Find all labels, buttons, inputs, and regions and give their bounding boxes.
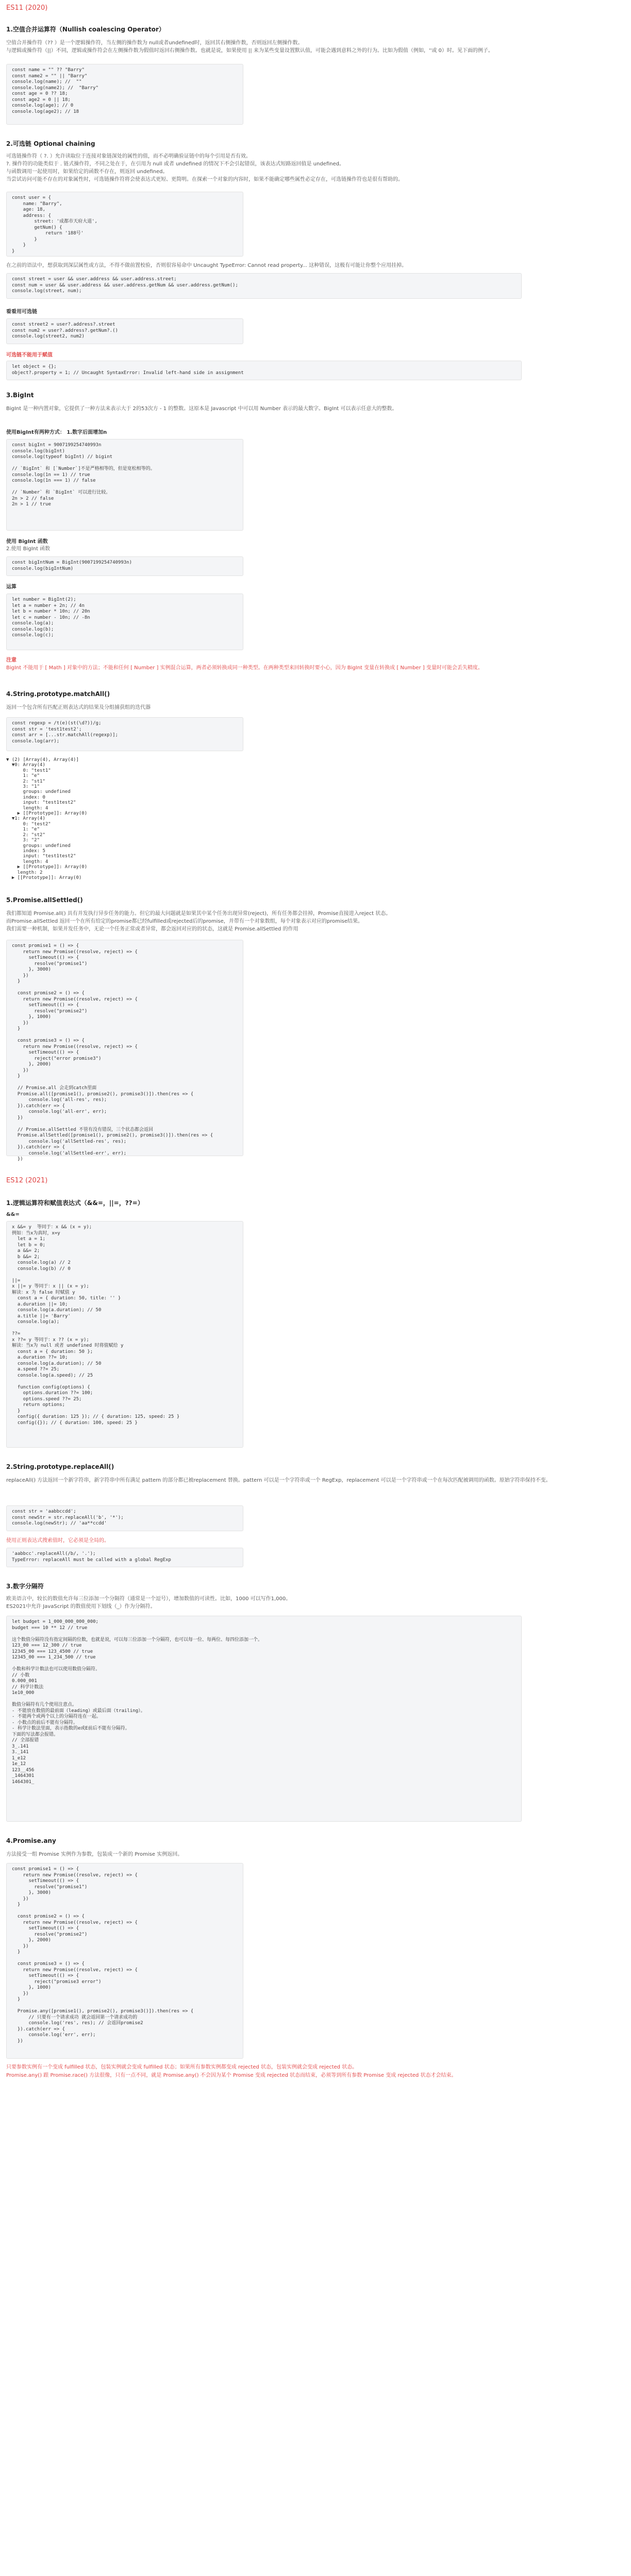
numsep-heading: 3.数字分隔符	[6, 1583, 44, 1590]
replaceall-desc: replaceAll() 方法返回一个新字符串，新字符串中所有满足 pattern 的部分都已被replacement 替换。pattern 可以是一个字符串或一个 RegExp，replacement 可以是一个字符串或一个在每次匹配被调用的函数。原始字符串保持不变。	[6, 1478, 551, 1483]
numsep-desc2: ES2021中允许 JavaScript 的数值使用下划线（_）作为分隔符。	[6, 1604, 156, 1609]
numsep-desc1: 欧美语言中，较长的数值允许每三位添加一个分隔符（通常是一个逗号），增加数值的可读性。比如，1000 可以写作1,000。	[6, 1596, 291, 1602]
es2021-title: ES12 (2021)	[6, 1177, 48, 1184]
optional-sub2: 可选链不能用于赋值	[6, 352, 53, 358]
optional-desc3: 与函数调用一起使用时，如果给定的函数不存在，则返回 undefined。	[6, 169, 168, 175]
allsettled-desc2: 而Promise.allSettled 返回一个在所有给定的promise都已经fulfilled或rejected后的promise，并带有一个对象数组，每个对象表示对应的promise结果。	[6, 919, 363, 924]
logical-heading: 1.逻辑运算符和赋值表达式（&&=，||=，??=）	[6, 1199, 144, 1207]
nullish-desc1: 空值合并操作符（?? ）是一个逻辑操作符，当左侧的操作数为 null或者undefined时，返回其右侧操作数，否则返回左侧操作数。	[6, 40, 303, 46]
bigint-code1: const bigInt = 9007199254740993n console.log(bigInt) console.log(typeof bigInt) // bigint // `BigInt` 和 [`Number`]不是严格相等的，但是宽松相等的。 console.log(1n == 1) // true console.log(1n === 1) // false // `Number` 和 `BigInt` 可以进行比较。 2n > 2 // false 2n > 1 // true	[6, 439, 243, 531]
es2020-title: ES11 (2020)	[6, 4, 48, 12]
bigint-code3: let number = BigInt(2); let a = number + 2n; // 4n let b = number * 10n; // 20n let c = number - 10n; // -8n console.log(a); console.log(b); console.log(c);	[6, 594, 243, 650]
optional-code2: const street = user && user.address && user.address.street; const num = user && user.address && user.address.getNum && user.address.getNum(); console.log(street, num);	[6, 273, 522, 299]
logical-sub: &&=	[6, 1212, 20, 1217]
matchall-desc: 返回一个包含所有匹配正则表达式的结果及分组捕获组的迭代器	[6, 705, 151, 710]
bigint-code2: const bigIntNum = BigInt(9007199254740993n) console.log(bigIntNum)	[6, 556, 243, 576]
replaceall-code2: 'aabbcc'.replaceAll(/b/, '.'); TypeError: replaceAll must be called with a global RegExp	[6, 1548, 243, 1567]
optional-heading: 2.可选链 Optional chaining	[6, 140, 95, 147]
allsettled-code: const promise1 = () => { return new Promise((resolve, reject) => { setTimeout(() => { resolve("promise1") }, 3000) }) } const promise2 = () => { return new Promise((resolve, reject) => { setTimeout(() => { resolve("promise2") }, 1000) }) } const promise3 = () => { return new Promise((resolve, reject) => { setTimeout(() => { reject("error promise3") }, 2000) }) } // Promise.all 会走到catch里面 Promise.all([promise1(), promise2(), promise3()]).then(res => { console.log('all-res', res); }).catch(err => { console.log('all-err', err); }) // Promise.allSettled 不管有没有错误，三个状态都会返回 Promise.allSettled([promise1(), promise2(), promise3()]).then(res => { console.log('allSettled-res', res); }).catch(err => { console.log('allSettled-err', err); })	[6, 940, 243, 1156]
any-note: 只要参数实例有一个变成 fulfilled 状态，包装实例就会变成 fulfilled 状态；如果所有参数实例都变成 rejected 状态，包装实例就会变成 rejected 状态。	[6, 2064, 358, 2070]
replaceall-note: 使用正则表达式搜索值时，它必须是全局的。	[6, 1538, 109, 1544]
bigint-sub1: 使用BigInt有两种方式： 1.数字后面增加n	[6, 430, 107, 435]
bigint-desc: BigInt 是一种内置对象，它提供了一种方法来表示大于 2的53次方 - 1 的整数。这原本是 Javascript 中可以用 Number 表示的最大数字。BigInt 可以表示任意大的整数。	[6, 406, 397, 412]
optional-sub: 看看用可选链	[6, 309, 37, 315]
optional-desc1: 可选链操作符（ ?. ）允许读取位于连接对象链深处的属性的值，而不必明确验证链中的每个引用是否有效。	[6, 154, 251, 159]
optional-code3: const street2 = user?.address?.street const num2 = user?.address?.getNum?.() console.log(street2, num2)	[6, 318, 243, 344]
optional-desc2: ?. 操作符的功能类似于 . 链式操作符，不同之处在于，在引用为 null 或者 undefined 的情况下不会引起错误，该表达式短路返回值是 undefined。	[6, 161, 344, 167]
bigint-sub2b: 2.使用 BigInt 函数	[6, 546, 51, 552]
any-heading: 4.Promise.any	[6, 1837, 56, 1844]
bigint-heading: 3.BigInt	[6, 392, 34, 399]
allsettled-desc1: 我们都知道 Promise.all() 具有并发执行异步任务的能力。但它的最大问题就是如果其中某个任务出现异常(reject)，所有任务都会挂掉，Promise直接进入reject 状态。	[6, 911, 391, 917]
optional-code4: let object = {}; object?.property = 1; // Uncaught SyntaxError: Invalid left-hand side in assignment	[6, 361, 522, 380]
allsettled-desc3: 我们需要一种机制，如果并发任务中，无论一个任务正常或者异常，都会返回对应的的状态，这就是 Promise.allSettled 的作用	[6, 926, 298, 932]
any-code: const promise1 = () => { return new Promise((resolve, reject) => { setTimeout(() => { resolve("promise1") }, 3000) }) } const promise2 = () => { return new Promise((resolve, reject) => { setTimeout(() => { resolve("promise2") }, 2000) }) } const promise3 = () => { return new Promise((resolve, reject) => { setTimeout(() => { reject("promise3 error") }, 1000) }) } Promise.any([promise1(), promise2(), promise3()]).then(res => { // 只要有一个请求成功 就会返回第一个请求成功的 console.log('res', res); // 会返回promise2 }).catch(err => { console.log('err', err); })	[6, 1863, 243, 2059]
allsettled-heading: 5.Promise.allSettled()	[6, 896, 83, 904]
numsep-code: let budget = 1_000_000_000_000; budget === 10 ** 12 // true 这个数值分隔符没有指定间隔的位数，也就是说，可以每三位添加一个分隔符，也可以每一位、每两位、每四位添加一个。 123_00 === 12_300 // true 12345_00 === 123_4500 // true 12345_00 === 1_234_500 // true 小数和科学计数法也可以使用数值分隔符。 // 小数 0.000_001 // 科学计数法 1e10_000 数值分隔符有几个使用注意点。 - 不能放在数值的最前面（leading）或最后面（trailing）。 - 不能两个或两个以上的分隔符连在一起。 - 小数点的前后不能有分隔符。 - 科学计数法里面，表示指数的e或E前后不能有分隔符。 下面的写法都会报错。 // 全部报错 3_.141 3._141 1_e12 1e_12 123__456 _1464301 1464301_	[6, 1616, 522, 1822]
any-note2: Promise.any() 跟 Promise.race() 方法很像，只有一点不同，就是 Promise.any() 不会因为某个 Promise 变成 rejected 状态而结束，必须等到所有参数 Promise 变成 rejected 状态才会结束。	[6, 2073, 457, 2078]
bigint-sub2: 使用 BigInt 函数	[6, 539, 48, 545]
nullish-heading: 1.空值合并运算符（Nullish coalescing Operator）	[6, 26, 165, 33]
nullish-desc2: 与逻辑或操作符（||）不同，逻辑或操作符会在左侧操作数为假值时返回右侧操作数。也就是说，如果使用 || 来为某些变量设置默认值，可能会遇到意料之外的行为。比如为假值（例如，''或 0）时。见下面的例子。	[6, 48, 493, 54]
bigint-note-title: 注意	[6, 657, 16, 663]
bigint-note: BigInt 不能用于 [ Math ] 对象中的方法；不能和任何 [ Number ] 实例混合运算，两者必须转换成同一种类型。在两种类型来回转换时要小心，因为 BigInt 变量在转换成 [ Number ] 变量时可能会丢失精度。	[6, 665, 483, 671]
optional-desc4: 当尝试访问可能不存在的对象属性时，可选链操作符将会使表达式更短、更简明。在探索一个对象的内容时，如果不能确定哪些属性必定存在，可选链操作符也是很有帮助的。	[6, 177, 403, 182]
matchall-console-output: ▼ (2) [Array(4), Array(4)] ▼0: Array(4) 0: "test1" 1: "e" 2: "st1" 3: "1" groups: undefined index: 0 input: "test1test2" length: 4 ▶ [[Prototype]]: Array(0) ▼1: Array(4) 0: "test2" 1: "e" 2: "st2" 3: "2" groups: undefined index: 5 input: "test1test2" length: 4 ▶ [[Prototype]]: Array(0) length: 2 ▶ [[Prototype]]: Array(0)	[6, 757, 88, 880]
replaceall-heading: 2.String.prototype.replaceAll()	[6, 1463, 114, 1470]
any-desc: 方法接受一组 Promise 实例作为参数，包装成一个新的 Promise 实例返回。	[6, 1852, 183, 1857]
optional-desc5: 在之前的语法中，想获取到深层属性或方法，不得不做前置校验，否则很容易命中 Uncaught TypeError: Cannot read property... 这种错误，这极有可能让你整个应用挂掉。	[6, 263, 407, 268]
nullish-code: const name = "" ?? "Barry" const name2 = "" || "Barry" console.log(name); // "" console.log(name2); // "Barry" const age = 0 ?? 18; const age2 = 0 || 18; console.log(age); // 0 console.log(age2); // 18	[6, 64, 243, 125]
replaceall-code: const str = 'aabbccdd'; const newStr = str.replaceAll('b', '*'); console.log(newStr); // 'aa**ccdd'	[6, 1505, 243, 1531]
matchall-code: const regexp = /t(e)(st(\d?))/g; const str = 'test1test2'; const arr = [...str.matchAll(regexp)]; console.log(arr);	[6, 717, 243, 751]
optional-code1: const user = { name: "Barry", age: 18, address: { street: '成都市天府大道', getNum() { return '188号' } } }	[6, 192, 243, 257]
logical-code: x &&= y 等同于：x && (x = y); 例如：当x为真时，x=y let a = 1; let b = 0; a &&= 2; b &&= 2; console.log(a) // 2 console.log(b) // 0 ||= x ||= y 等同于：x || (x = y); 解读：x 为 false 时赋值 y const a = { duration: 50, title: '' } a.duration ||= 10; console.log(a.duration); // 50 a.title ||= 'Barry' console.log(a); ??= x ??= y 等同于：x ?? (x = y); 解读：当x为 null 或者 undefined 时将值赋给 y const a = { duration: 50 }; a.duration ??= 10; console.log(a.duration); // 50 a.speed ??= 25; console.log(a.speed); // 25 function config(options) { options.duration ??= 100; options.speed ??= 25; return options; } config({ duration: 125 }); // { duration: 125, speed: 25 } config({}); // { duration: 100, speed: 25 }	[6, 1221, 243, 1448]
matchall-heading: 4.String.prototype.matchAll()	[6, 690, 110, 698]
bigint-sub3: 运算	[6, 584, 16, 590]
